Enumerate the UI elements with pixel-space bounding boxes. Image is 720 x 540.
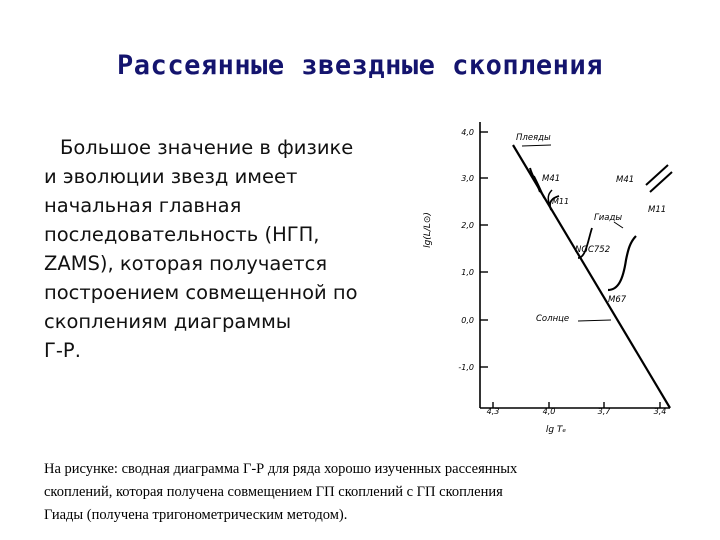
y-tick-label: 1,0 (461, 268, 474, 277)
x-tick-label: 3,4 (653, 407, 667, 416)
cluster-branch (530, 168, 540, 192)
cluster-branch (608, 236, 636, 290)
x-axis-label: lg Tₑ (545, 425, 567, 435)
cluster-label-m11: M11 (648, 205, 667, 215)
body-line: построением совмещенной по (44, 281, 358, 304)
figure-caption (44, 458, 684, 527)
cluster-branch (646, 165, 668, 185)
cluster-label-ngc752: NGC752 (575, 245, 611, 255)
x-tick-label: 3,7 (597, 407, 611, 416)
cluster-branch (650, 172, 672, 192)
x-tick-label: 4,0 (542, 407, 556, 416)
y-tick-label: 4,0 (461, 128, 474, 137)
y-tick-label: -1,0 (458, 363, 474, 372)
body-paragraph (44, 133, 414, 365)
slide-title: Рассеянные звездные скопления (117, 50, 603, 81)
cluster-label-m11: M11 (552, 197, 570, 206)
y-axis-label: lg(L/L⊙) (423, 212, 433, 248)
cluster-label-m67: M67 (608, 295, 627, 305)
y-tick-label: 0,0 (461, 316, 474, 325)
caption-line: На рисунке: сводная диаграмма Г-Р для ряда хорошо изученных рассеянных (44, 461, 518, 477)
caption-line: скоплений, которая получена совмещением ГП скоплений с ГП скопления (44, 484, 503, 500)
y-tick-label: 3,0 (461, 174, 474, 183)
body-line: Большое значение в физике (60, 136, 354, 159)
body-line: начальная главная (44, 194, 242, 217)
caption-line: Гиады (получена тригонометрическим методом). (44, 507, 348, 523)
body-line: и эволюции звезд имеет (44, 165, 298, 188)
cluster-label-hyades: Гиады (594, 213, 623, 223)
body-line: ZAMS), которая получается (44, 252, 328, 275)
cluster-label-pleiades: Плеяды (516, 133, 551, 143)
body-line: последовательность (НГП, (44, 223, 320, 246)
y-tick-label: 2,0 (461, 221, 474, 230)
body-line: скоплениям диаграммы (44, 310, 292, 333)
cluster-label-sun: Солнце (536, 314, 570, 324)
cluster-label-m41: M41 (542, 174, 561, 184)
x-tick-label: 4,3 (486, 407, 500, 416)
label-pointer (578, 320, 611, 321)
body-line: Г-Р. (44, 339, 81, 362)
label-pointer (522, 145, 551, 146)
hr-diagram-figure (418, 110, 708, 450)
hr-diagram (418, 110, 708, 450)
cluster-label-m41: M41 (616, 175, 635, 185)
